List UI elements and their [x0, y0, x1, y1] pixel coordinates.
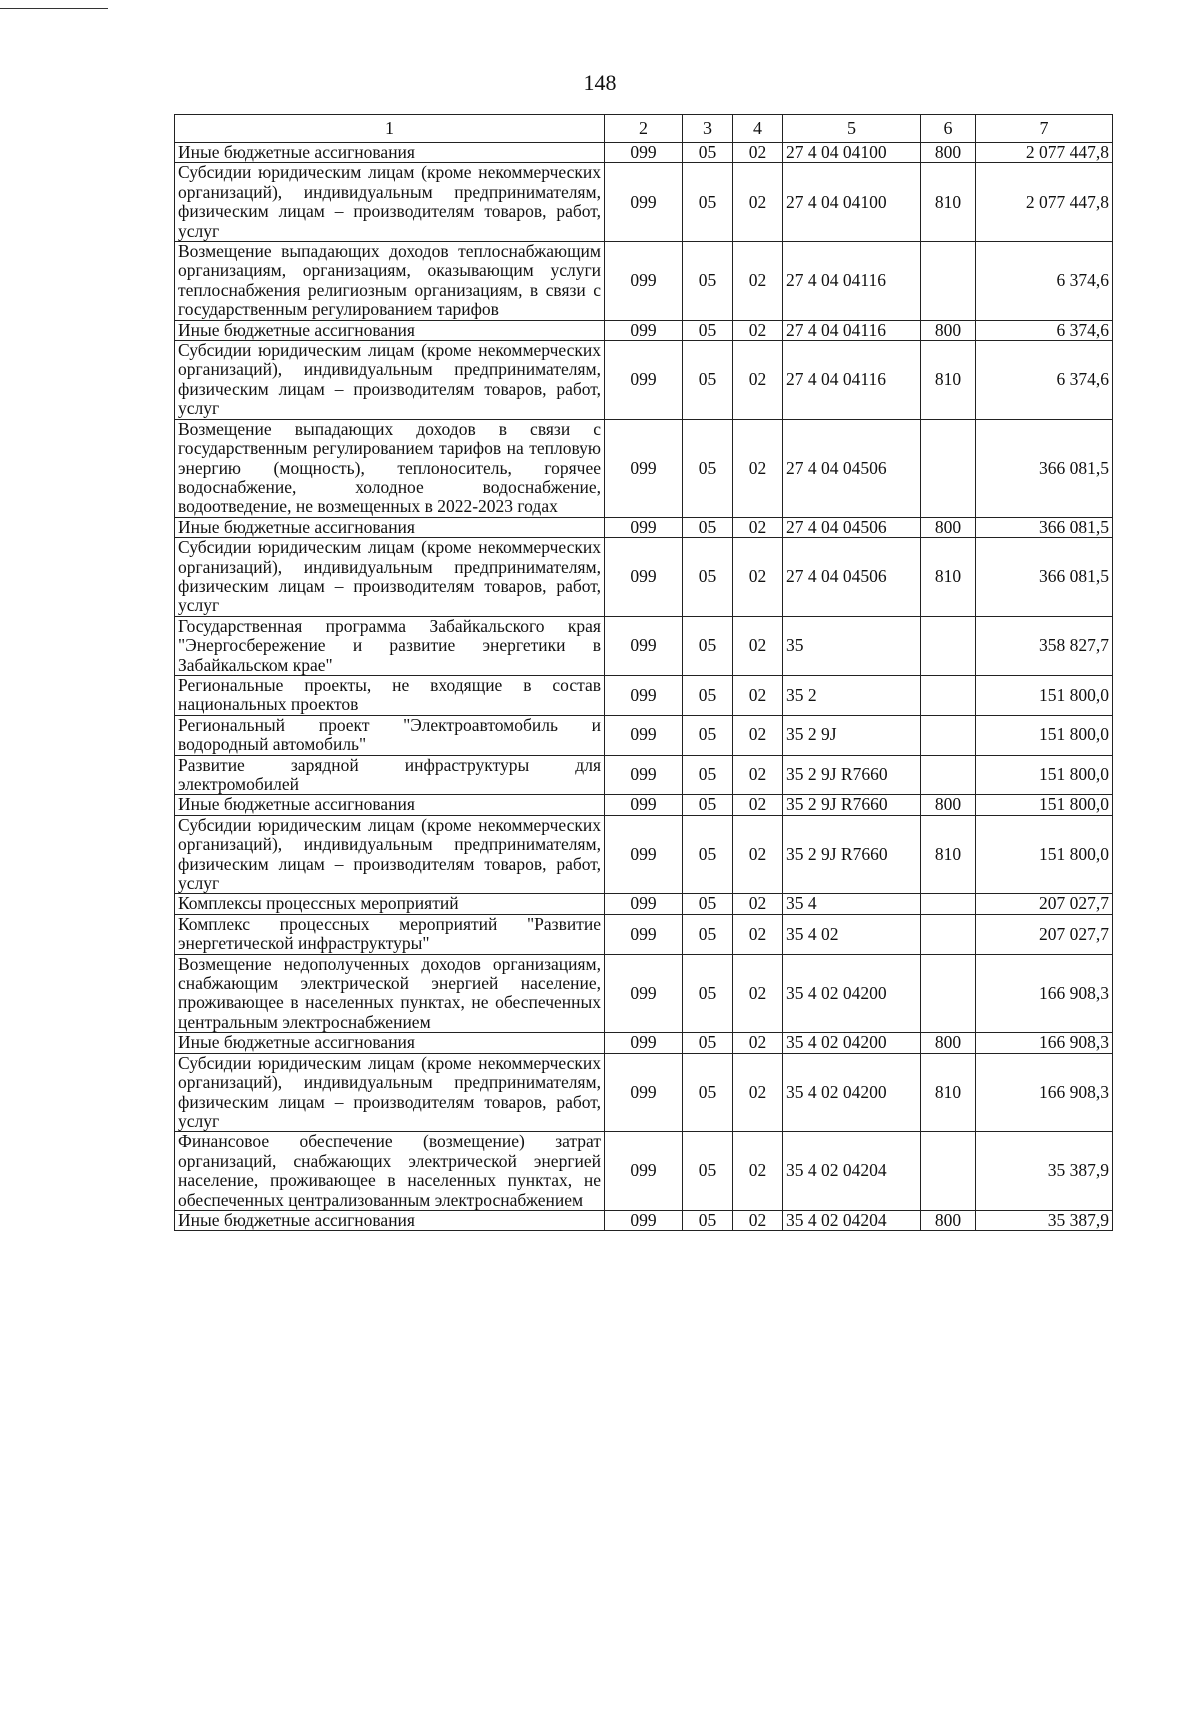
row-description: Возмещение выпадающих доходов теплоснабжающим организациям, организациям, оказывающим услуги теплоснабжения религиозным организациям, в связи с государственным регулированием тарифов	[175, 242, 605, 321]
subsection-code: 02	[733, 954, 783, 1033]
expense-type-code: 810	[921, 341, 976, 420]
section-code: 05	[683, 715, 733, 755]
section-code: 05	[683, 795, 733, 815]
table-row	[175, 341, 1113, 420]
target-article-code: 35 4 02 04200	[783, 1033, 921, 1053]
subsection-code: 02	[733, 1053, 783, 1132]
section-code: 05	[683, 1132, 733, 1211]
expense-type-code: 810	[921, 538, 976, 617]
subsection-code: 02	[733, 538, 783, 617]
target-article-code: 35 2 9J R7660	[783, 815, 921, 894]
section-code: 05	[683, 538, 733, 617]
target-article-code: 27 4 04 04100	[783, 143, 921, 163]
section-code: 05	[683, 914, 733, 954]
target-article-code: 27 4 04 04116	[783, 341, 921, 420]
target-article-code: 35 4 02 04204	[783, 1210, 921, 1230]
target-article-code: 35 2	[783, 675, 921, 715]
subsection-code: 02	[733, 163, 783, 242]
subsection-code: 02	[733, 517, 783, 537]
row-description: Субсидии юридическим лицам (кроме некоммерческих организаций), индивидуальным предпринимателям, физическим лицам – производителям товаров, работ, услуг	[175, 341, 605, 420]
section-code: 05	[683, 954, 733, 1033]
row-description: Финансовое обеспечение (возмещение) затрат организаций, снабжающих электрической энергией население, проживающее в населенных пунктах, не обеспеченных централизованным электроснабжением	[175, 1132, 605, 1211]
section-code: 05	[683, 163, 733, 242]
row-description: Субсидии юридическим лицам (кроме некоммерческих организаций), индивидуальным предпринимателям, физическим лицам – производителям товаров, работ, услуг	[175, 815, 605, 894]
table-row	[175, 242, 1113, 321]
target-article-code: 35	[783, 616, 921, 675]
amount: 166 908,3	[976, 954, 1113, 1033]
expense-type-code	[921, 616, 976, 675]
ministry-code: 099	[605, 1210, 683, 1230]
expense-type-code: 800	[921, 517, 976, 537]
section-code: 05	[683, 616, 733, 675]
section-code: 05	[683, 815, 733, 894]
row-description: Возмещение недополученных доходов организациям, снабжающим электрической энергией население, проживающее в населенных пунктах, не обеспеченных центральным электроснабжением	[175, 954, 605, 1033]
header-cell: 6	[921, 115, 976, 143]
ministry-code: 099	[605, 815, 683, 894]
table-row	[175, 815, 1113, 894]
ministry-code: 099	[605, 419, 683, 517]
target-article-code: 27 4 04 04116	[783, 242, 921, 321]
target-article-code: 35 2 9J R7660	[783, 795, 921, 815]
ministry-code: 099	[605, 163, 683, 242]
row-description: Иные бюджетные ассигнования	[175, 1033, 605, 1053]
expense-type-code: 810	[921, 163, 976, 242]
ministry-code: 099	[605, 143, 683, 163]
subsection-code: 02	[733, 894, 783, 914]
header-cell: 1	[175, 115, 605, 143]
subsection-code: 02	[733, 616, 783, 675]
amount: 2 077 447,8	[976, 143, 1113, 163]
ministry-code: 099	[605, 954, 683, 1033]
scan-artifact-line	[0, 8, 108, 9]
table-row	[175, 419, 1113, 517]
row-description: Иные бюджетные ассигнования	[175, 320, 605, 340]
target-article-code: 27 4 04 04100	[783, 163, 921, 242]
table-row	[175, 538, 1113, 617]
header-cell: 2	[605, 115, 683, 143]
table-row	[175, 954, 1113, 1033]
amount: 207 027,7	[976, 894, 1113, 914]
table-row	[175, 163, 1113, 242]
section-code: 05	[683, 755, 733, 795]
header-cell: 7	[976, 115, 1113, 143]
subsection-code: 02	[733, 1210, 783, 1230]
section-code: 05	[683, 320, 733, 340]
row-description: Субсидии юридическим лицам (кроме некоммерческих организаций), индивидуальным предпринимателям, физическим лицам – производителям товаров, работ, услуг	[175, 1053, 605, 1132]
ministry-code: 099	[605, 538, 683, 617]
target-article-code: 27 4 04 04506	[783, 538, 921, 617]
subsection-code: 02	[733, 143, 783, 163]
ministry-code: 099	[605, 914, 683, 954]
ministry-code: 099	[605, 894, 683, 914]
amount: 166 908,3	[976, 1053, 1113, 1132]
subsection-code: 02	[733, 320, 783, 340]
amount: 366 081,5	[976, 419, 1113, 517]
target-article-code: 35 2 9J	[783, 715, 921, 755]
section-code: 05	[683, 242, 733, 321]
table-row	[175, 894, 1113, 914]
amount: 6 374,6	[976, 341, 1113, 420]
subsection-code: 02	[733, 755, 783, 795]
table-row	[175, 675, 1113, 715]
header-cell: 5	[783, 115, 921, 143]
table-body	[175, 143, 1113, 1231]
section-code: 05	[683, 675, 733, 715]
target-article-code: 35 2 9J R7660	[783, 755, 921, 795]
subsection-code: 02	[733, 242, 783, 321]
ministry-code: 099	[605, 1053, 683, 1132]
row-description: Комплексы процессных мероприятий	[175, 894, 605, 914]
amount: 366 081,5	[976, 517, 1113, 537]
target-article-code: 35 4 02 04200	[783, 954, 921, 1033]
ministry-code: 099	[605, 675, 683, 715]
row-description: Государственная программа Забайкальского края "Энергосбережение и развитие энергетики в Забайкальском крае"	[175, 616, 605, 675]
expense-type-code: 800	[921, 1033, 976, 1053]
subsection-code: 02	[733, 1033, 783, 1053]
table-row	[175, 1033, 1113, 1053]
row-description: Иные бюджетные ассигнования	[175, 1210, 605, 1230]
expense-type-code	[921, 1132, 976, 1211]
subsection-code: 02	[733, 715, 783, 755]
header-row	[175, 115, 1113, 143]
target-article-code: 27 4 04 04506	[783, 419, 921, 517]
expense-type-code: 810	[921, 1053, 976, 1132]
target-article-code: 35 4 02	[783, 914, 921, 954]
expense-type-code	[921, 675, 976, 715]
target-article-code: 35 4 02 04204	[783, 1132, 921, 1211]
target-article-code: 27 4 04 04116	[783, 320, 921, 340]
table-row	[175, 1132, 1113, 1211]
amount: 366 081,5	[976, 538, 1113, 617]
expense-type-code	[921, 419, 976, 517]
target-article-code: 27 4 04 04506	[783, 517, 921, 537]
section-code: 05	[683, 517, 733, 537]
amount: 6 374,6	[976, 242, 1113, 321]
amount: 207 027,7	[976, 914, 1113, 954]
row-description: Возмещение выпадающих доходов в связи с государственным регулированием тарифов на тепловую энергию (мощность), теплоноситель, горячее водоснабжение, холодное водоснабжение, водоотведение, не возмещенных в 2022-2023 годах	[175, 419, 605, 517]
amount: 151 800,0	[976, 815, 1113, 894]
amount: 358 827,7	[976, 616, 1113, 675]
expense-type-code: 800	[921, 1210, 976, 1230]
section-code: 05	[683, 1033, 733, 1053]
ministry-code: 099	[605, 715, 683, 755]
target-article-code: 35 4 02 04200	[783, 1053, 921, 1132]
ministry-code: 099	[605, 341, 683, 420]
subsection-code: 02	[733, 1132, 783, 1211]
table-row	[175, 143, 1113, 163]
expense-type-code: 800	[921, 143, 976, 163]
row-description: Региональные проекты, не входящие в состав национальных проектов	[175, 675, 605, 715]
section-code: 05	[683, 1053, 733, 1132]
section-code: 05	[683, 143, 733, 163]
row-description: Иные бюджетные ассигнования	[175, 517, 605, 537]
header-cell: 3	[683, 115, 733, 143]
amount: 35 387,9	[976, 1132, 1113, 1211]
expense-type-code	[921, 242, 976, 321]
expense-type-code: 810	[921, 815, 976, 894]
row-description: Иные бюджетные ассигнования	[175, 795, 605, 815]
row-description: Иные бюджетные ассигнования	[175, 143, 605, 163]
table-row	[175, 1210, 1113, 1230]
header-cell: 4	[733, 115, 783, 143]
expense-type-code: 800	[921, 320, 976, 340]
expense-type-code	[921, 954, 976, 1033]
ministry-code: 099	[605, 517, 683, 537]
section-code: 05	[683, 1210, 733, 1230]
table-row	[175, 517, 1113, 537]
expense-type-code	[921, 894, 976, 914]
table-row	[175, 1053, 1113, 1132]
table-row	[175, 715, 1113, 755]
subsection-code: 02	[733, 914, 783, 954]
ministry-code: 099	[605, 755, 683, 795]
subsection-code: 02	[733, 815, 783, 894]
subsection-code: 02	[733, 341, 783, 420]
table-row	[175, 320, 1113, 340]
amount: 2 077 447,8	[976, 163, 1113, 242]
section-code: 05	[683, 419, 733, 517]
amount: 151 800,0	[976, 675, 1113, 715]
section-code: 05	[683, 894, 733, 914]
ministry-code: 099	[605, 1132, 683, 1211]
amount: 35 387,9	[976, 1210, 1113, 1230]
ministry-code: 099	[605, 616, 683, 675]
amount: 151 800,0	[976, 715, 1113, 755]
page-number: 148	[583, 70, 617, 95]
target-article-code: 35 4	[783, 894, 921, 914]
section-code: 05	[683, 341, 733, 420]
amount: 6 374,6	[976, 320, 1113, 340]
expense-type-code	[921, 715, 976, 755]
ministry-code: 099	[605, 795, 683, 815]
amount: 166 908,3	[976, 1033, 1113, 1053]
row-description: Развитие зарядной инфраструктуры для электромобилей	[175, 755, 605, 795]
row-description: Субсидии юридическим лицам (кроме некоммерческих организаций), индивидуальным предпринимателям, физическим лицам – производителям товаров, работ, услуг	[175, 163, 605, 242]
table-row	[175, 755, 1113, 795]
ministry-code: 099	[605, 1033, 683, 1053]
expense-type-code	[921, 755, 976, 795]
table-row	[175, 795, 1113, 815]
subsection-code: 02	[733, 419, 783, 517]
ministry-code: 099	[605, 320, 683, 340]
amount: 151 800,0	[976, 795, 1113, 815]
table-row	[175, 616, 1113, 675]
row-description: Субсидии юридическим лицам (кроме некоммерческих организаций), индивидуальным предпринимателям, физическим лицам – производителям товаров, работ, услуг	[175, 538, 605, 617]
subsection-code: 02	[733, 675, 783, 715]
table-row	[175, 914, 1113, 954]
expense-type-code: 800	[921, 795, 976, 815]
expense-type-code	[921, 914, 976, 954]
subsection-code: 02	[733, 795, 783, 815]
row-description: Региональный проект "Электроавтомобиль и водородный автомобиль"	[175, 715, 605, 755]
amount: 151 800,0	[976, 755, 1113, 795]
row-description: Комплекс процессных мероприятий "Развитие энергетической инфраструктуры"	[175, 914, 605, 954]
budget-table	[174, 114, 1113, 1231]
ministry-code: 099	[605, 242, 683, 321]
